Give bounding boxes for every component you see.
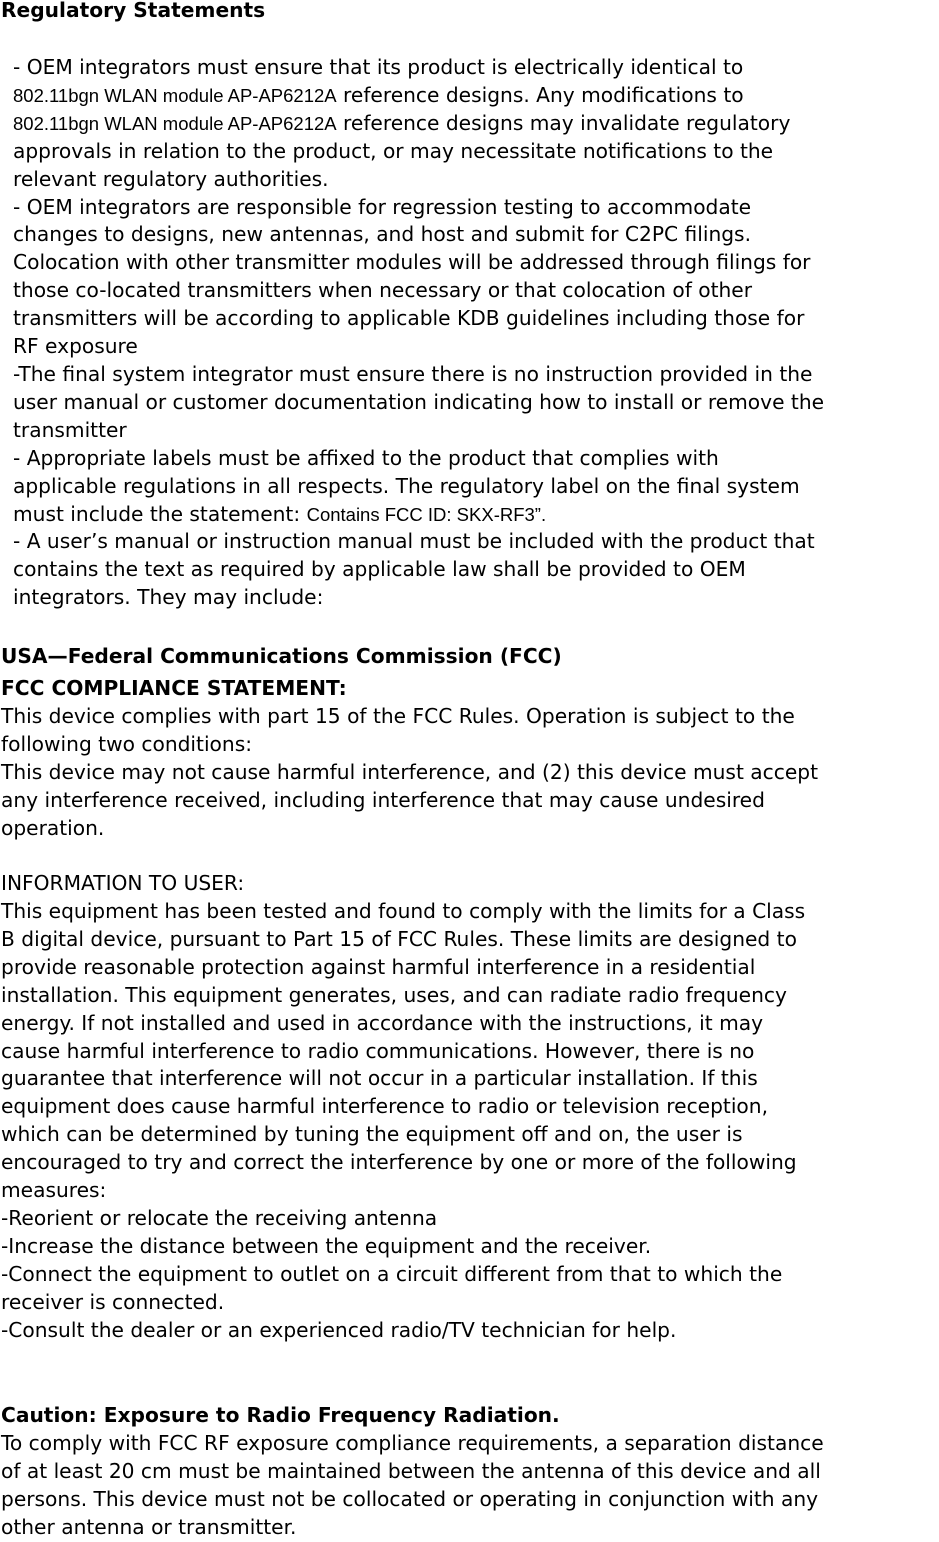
oem-text-line: [13, 221, 824, 249]
text-segment: Contains FCC ID: SKX-RF3”.: [306, 503, 547, 525]
fcc-text-line: any interference received, including interference that may cause undesired: [1, 787, 765, 812]
info-text-line: -Connect the equipment to outlet on a circuit different from that to which the: [1, 1261, 783, 1286]
info-text-line: installation. This equipment generates, uses, and can radiate radio frequency: [1, 982, 787, 1007]
oem-text-line: [13, 389, 824, 417]
oem-text-line: [13, 305, 824, 333]
oem-text-line: [13, 445, 824, 473]
oem-text-line: [13, 249, 824, 277]
text-segment: RF exposure: [13, 334, 138, 359]
caution-text-line: To comply with FCC RF exposure compliance requirements, a separation distance: [1, 1431, 824, 1455]
text-segment: - OEM integrators are responsible for regression testing to accommodate: [13, 194, 752, 219]
text-segment: applicable regulations in all respects. The regulatory label on the final system: [13, 473, 800, 498]
information-to-user-text: [1, 898, 805, 1345]
oem-text-line: [13, 166, 824, 194]
text-segment: reference designs may invalidate regulatory: [336, 110, 791, 135]
oem-text-line: [13, 501, 824, 529]
text-segment: - Appropriate labels must be affixed to the product that complies with: [13, 445, 719, 470]
oem-text-line: [13, 417, 824, 445]
fcc-text-line: This device complies with part 15 of the FCC Rules. Operation is subject to the: [1, 704, 795, 728]
oem-text-line: [13, 556, 824, 584]
text-segment: transmitter: [13, 417, 127, 442]
oem-text-line: [13, 110, 824, 138]
info-text-line: measures:: [1, 1178, 107, 1203]
info-text-line: This equipment has been tested and found to comply with the limits for a Class: [1, 899, 806, 923]
text-segment: 802.11bgn WLAN module AP-AP6212A: [13, 112, 337, 134]
fcc-text-line: This device may not cause harmful interference, and (2) this device must accept: [1, 759, 819, 784]
text-segment: 802.11bgn WLAN module AP-AP6212A: [13, 84, 337, 106]
caution-heading: Caution: Exposure to Radio Frequency Radiation.: [1, 1403, 560, 1427]
text-segment: approvals in relation to the product, or may necessitate notifications to the: [13, 138, 774, 163]
info-text-line: cause harmful interference to radio communications. However, there is no: [1, 1038, 755, 1063]
oem-text-line: [13, 277, 824, 305]
text-segment: integrators. They may include:: [13, 585, 324, 610]
information-to-user-heading: INFORMATION TO USER:: [1, 871, 245, 895]
text-segment: changes to designs, new antennas, and host and submit for C2PC filings.: [13, 222, 751, 247]
info-text-line: encouraged to try and correct the interference by one or more of the following: [1, 1150, 797, 1175]
fcc-compliance-statement: [1, 703, 818, 843]
info-text-line: -Reorient or relocate the receiving antenna: [1, 1205, 438, 1230]
oem-text-line: [13, 333, 824, 361]
info-text-line: guarantee that interference will not occur in a particular installation. If this: [1, 1066, 758, 1091]
info-text-line: -Increase the distance between the equipment and the receiver.: [1, 1233, 652, 1258]
fcc-text-line: following two conditions:: [1, 731, 253, 756]
oem-text-line: [13, 361, 824, 389]
fcc-compliance-heading: FCC COMPLIANCE STATEMENT:: [1, 676, 347, 700]
fcc-heading: USA—Federal Communications Commission (FCC): [1, 644, 562, 668]
text-segment: those co-located transmitters when necessary or that colocation of other: [13, 278, 753, 303]
info-text-line: B digital device, pursuant to Part 15 of FCC Rules. These limits are designed to: [1, 926, 797, 951]
oem-text-line: [13, 473, 824, 501]
caution-text-line: persons. This device must not be collocated or operating in conjunction with any: [1, 1486, 819, 1511]
caution-text-line: of at least 20 cm must be maintained between the antenna of this device and all: [1, 1458, 821, 1483]
oem-text-line: [13, 584, 824, 612]
info-text-line: equipment does cause harmful interference to radio or television reception,: [1, 1094, 768, 1119]
caution-text: [1, 1430, 824, 1542]
info-text-line: which can be determined by tuning the equipment off and on, the user is: [1, 1122, 743, 1147]
oem-requirements-list: [1, 54, 824, 612]
text-segment: transmitters will be according to applicable KDB guidelines including those for: [13, 306, 805, 331]
text-segment: must include the statement:: [13, 501, 307, 526]
text-segment: reference designs. Any modifications to: [336, 82, 744, 107]
info-text-line: provide reasonable protection against harmful interference in a residential: [1, 954, 756, 979]
regulatory-statements-title: Regulatory Statements: [1, 0, 266, 22]
fcc-text-line: operation.: [1, 815, 105, 840]
text-segment: -The final system integrator must ensure there is no instruction provided in the: [13, 361, 813, 386]
text-segment: relevant regulatory authorities.: [13, 166, 329, 191]
info-text-line: -Consult the dealer or an experienced radio/TV technician for help.: [1, 1317, 677, 1342]
oem-text-line: [13, 194, 824, 222]
oem-text-line: [13, 138, 824, 166]
oem-text-line: [13, 54, 824, 82]
oem-text-line: [13, 528, 824, 556]
text-segment: user manual or customer documentation indicating how to install or remove the: [13, 389, 825, 414]
text-segment: - A user’s manual or instruction manual must be included with the product that: [13, 529, 815, 554]
text-segment: Colocation with other transmitter modules will be addressed through filings for: [13, 250, 811, 275]
text-segment: - OEM integrators must ensure that its product is electrically identical to: [13, 55, 744, 79]
caution-text-line: other antenna or transmitter.: [1, 1514, 297, 1539]
text-segment: contains the text as required by applicable law shall be provided to OEM: [13, 557, 746, 582]
info-text-line: receiver is connected.: [1, 1289, 225, 1314]
info-text-line: energy. If not installed and used in accordance with the instructions, it may: [1, 1010, 764, 1035]
oem-text-line: [13, 82, 824, 110]
